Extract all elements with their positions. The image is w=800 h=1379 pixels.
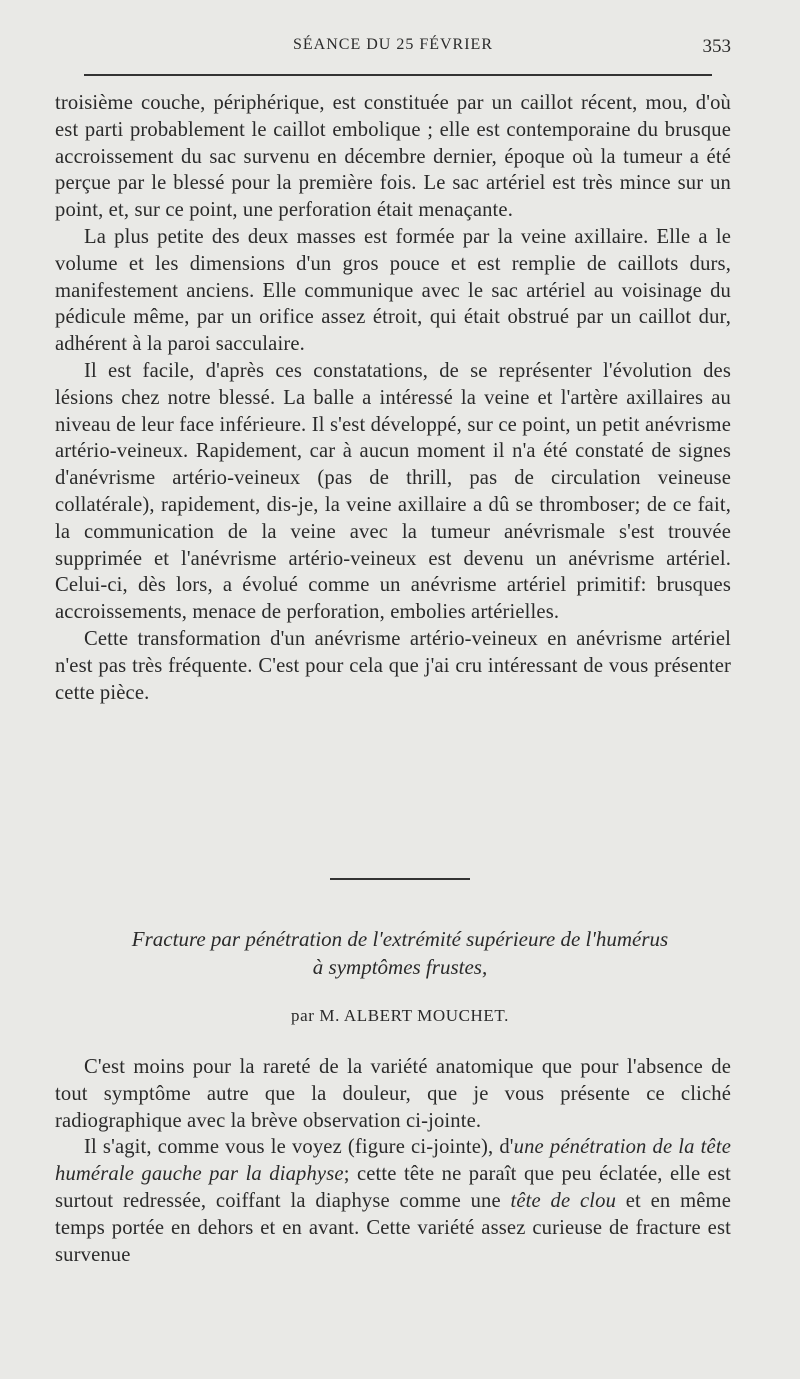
article-byline: par M. ALBERT MOUCHET. [291,1006,509,1025]
paragraph: La plus petite des deux masses est formée par la veine axillaire. Elle a le volume et les dimensions d'un gros pouce et est remplie de caillots durs, manifestement anciens. Elle communique avec le sac artériel au voisinage du pédicule même, par un orifice assez étroit, qui était obstrué par un caillot dur, adhérent à la paroi sacculaire. [55,225,731,356]
running-title: SÉANCE DU 25 FÉVRIER [292,36,493,53]
paragraph: Il est facile, d'après ces constatations, de se représenter l'évolution des lésions chez notre blessé. La balle a intéressé la veine et l'artère axillaires au niveau de leur face inférieure. Il s'est développé, sur ce point, un petit anévrisme artério-veineux. Rapidement, car à aucun moment il n'a été constaté de signes d'anévrisme artério-veineux (pas de thrill, pas de circulation veineuse collatérale), rapidement, dis-je, la veine axillaire a dû se thromboser; de ce fait, la communication de la veine avec la tumeur anévrismale s'est trouvée supprimée et l'anévrisme artério-veineux est devenu un anévrisme artériel. Celui-ci, dès lors, a évolué comme un anévrisme artériel primitif: brusques accroissements, menace de perforation, embolies artérielles. [55,359,731,624]
article-title [40,925,760,981]
section-separator [330,878,470,880]
text-run: et en même temps portée en dehors et en avant. Cette variété assez curieuse de fracture est survenue [55,1189,731,1266]
article-title-line: à symptômes frustes, [312,955,488,979]
article-body [55,1054,731,1268]
header-rule [84,74,712,76]
paragraph: C'est moins pour la rareté de la variété anatomique que pour l'absence de tout symptôme autre que la douleur, que je vous présente ce cliché radiographique avec la brève observation ci-jointe. [55,1056,731,1132]
paragraph: troisième couche, périphérique, est constituée par un caillot récent, mou, d'où est parti probablement le caillot embolique ; elle est contemporaine du brusque accroissement du sac survenu en décembre dernier, époque où la tumeur a été perçue par le blessé pour la première fois. Le sac artériel est très mince sur un point, et, sur ce point, une perforation était menaçante. [55,92,731,222]
text-run: ; cette tête ne paraît que peu éclatée, elle est surtout redressée, coiffant la diaphyse comme une [55,1163,732,1212]
text-run: Il s'agit, comme vous le voyez (figure ci-jointe), d' [84,1136,514,1159]
body-text [55,90,731,706]
paragraph [55,1134,731,1268]
article-title-line: Fracture par pénétration de l'extrémité supérieure de l'humérus [131,927,669,951]
paragraph: Cette transformation d'un anévrisme artério-veineux en anévrisme artériel n'est pas très fréquente. C'est pour cela que j'ai cru intéressant de vous présenter cette pièce. [55,627,731,704]
page-header [55,36,731,62]
italic-run: tête de clou [510,1189,617,1212]
italic-run: une pénétration de la tête humérale gauche par la diaphyse [55,1136,731,1186]
page-number: 353 [702,36,731,57]
